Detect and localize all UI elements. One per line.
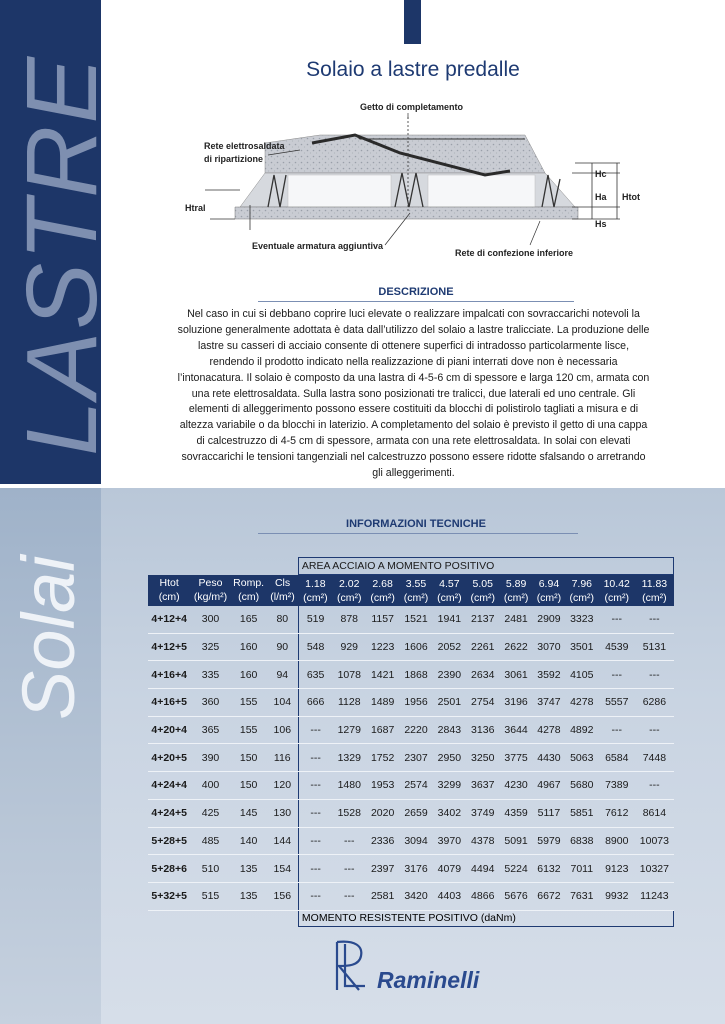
table-row — [148, 661, 674, 689]
table-cell: 635 — [298, 661, 332, 689]
table-cell: 3061 — [500, 661, 533, 689]
table-cell: 1687 — [366, 716, 399, 744]
column-header-unit: (cm²) — [470, 591, 495, 604]
column-header — [332, 575, 366, 607]
table-cell: 2909 — [533, 606, 566, 633]
column-header-name: 5.89 — [505, 577, 527, 590]
footer-spacer — [148, 910, 298, 926]
table-cell: 2020 — [366, 799, 399, 827]
table-cell: 2220 — [399, 716, 433, 744]
column-header — [190, 575, 230, 607]
label-rete-2: di ripartizione — [204, 154, 264, 164]
table-cell: --- — [298, 882, 332, 910]
column-header-unit: (cm) — [158, 591, 180, 604]
column-header-row — [148, 575, 674, 607]
table-cell: 4494 — [466, 855, 500, 883]
table-row — [148, 882, 674, 910]
table-cell: 5+28+6 — [148, 855, 190, 883]
table-cell: 3323 — [565, 606, 598, 633]
table-cell: --- — [332, 855, 366, 883]
table-cell: 3402 — [433, 799, 466, 827]
table-cell: --- — [598, 661, 635, 689]
table-cell: 2261 — [466, 633, 500, 661]
table-row — [148, 827, 674, 855]
table-cell: 390 — [190, 744, 230, 772]
table-cell: 6838 — [565, 827, 598, 855]
table-cell: 4+16+5 — [148, 689, 190, 717]
table-cell: 5091 — [500, 827, 533, 855]
table-cell: 8900 — [598, 827, 635, 855]
table-cell: 9123 — [598, 855, 635, 883]
column-header — [533, 575, 566, 607]
table-cell: 10327 — [635, 855, 673, 883]
column-header — [433, 575, 466, 607]
table-cell: 4230 — [500, 772, 533, 800]
table-cell: 120 — [267, 772, 299, 800]
table-cell: 1223 — [366, 633, 399, 661]
top-tab-marker — [404, 0, 421, 44]
informazioni-heading: INFORMAZIONI TECNICHE — [346, 518, 486, 530]
table-row — [148, 633, 674, 661]
table-cell: 4539 — [598, 633, 635, 661]
table-cell: 5676 — [500, 882, 533, 910]
table-cell: 145 — [231, 799, 267, 827]
table-cell: 154 — [267, 855, 299, 883]
column-header-unit: (cm²) — [337, 591, 362, 604]
informazioni-rule — [258, 533, 578, 534]
column-header-name: 5.05 — [472, 577, 493, 590]
table-cell: --- — [598, 716, 635, 744]
column-header-name: 4.57 — [439, 577, 460, 590]
table-cell: 90 — [267, 633, 299, 661]
table-cell: --- — [635, 661, 673, 689]
table-cell: 4105 — [565, 661, 598, 689]
table-cell: 3501 — [565, 633, 598, 661]
table-cell: 2634 — [466, 661, 500, 689]
table-cell: 5131 — [635, 633, 673, 661]
column-header — [267, 575, 299, 607]
label-getto: Getto di completamento — [360, 102, 464, 112]
table-cell: 3420 — [399, 882, 433, 910]
table-cell: 548 — [298, 633, 332, 661]
table-cell: 5+28+5 — [148, 827, 190, 855]
column-header-unit: (cm²) — [536, 591, 562, 604]
table-cell: 165 — [231, 606, 267, 633]
column-header-unit: (cm²) — [569, 591, 595, 604]
table-cell: 160 — [231, 661, 267, 689]
label-hs: Hs — [595, 219, 607, 229]
table-cell: 3176 — [399, 855, 433, 883]
label-ha: Ha — [595, 192, 607, 202]
table-cell: 5979 — [533, 827, 566, 855]
table-cell: 325 — [190, 633, 230, 661]
column-header — [366, 575, 399, 607]
table-cell: 4+20+5 — [148, 744, 190, 772]
table-cell: 1606 — [399, 633, 433, 661]
column-header — [399, 575, 433, 607]
table-cell: 106 — [267, 716, 299, 744]
table-cell: 155 — [231, 689, 267, 717]
table-cell: 80 — [267, 606, 299, 633]
table-cell: --- — [298, 827, 332, 855]
label-rete-inferiore: Rete di confezione inferiore — [455, 248, 574, 258]
column-header-name: Cls — [274, 577, 291, 590]
technical-table — [148, 557, 674, 927]
table-cell: 3644 — [500, 716, 533, 744]
table-row — [148, 799, 674, 827]
table-cell: 3970 — [433, 827, 466, 855]
table-cell: 10073 — [635, 827, 673, 855]
slab-cross-section-diagram — [180, 95, 650, 265]
table-cell: 7631 — [565, 882, 598, 910]
table-cell: 515 — [190, 882, 230, 910]
column-header-unit: (cm²) — [604, 591, 629, 604]
label-htral: Htral — [185, 203, 206, 213]
column-header-name: Peso — [198, 577, 223, 590]
table-cell: 1480 — [332, 772, 366, 800]
table-cell: 929 — [332, 633, 366, 661]
table-cell: 3299 — [433, 772, 466, 800]
table-cell: 3749 — [466, 799, 500, 827]
table-cell: 2501 — [433, 689, 466, 717]
table-cell: 2397 — [366, 855, 399, 883]
column-header-unit: (l/m²) — [270, 591, 295, 604]
table-cell: --- — [635, 772, 673, 800]
table-cell: 1953 — [366, 772, 399, 800]
table-footer: MOMENTO RESISTENTE POSITIVO (daNm) — [298, 910, 673, 926]
table-cell: 425 — [190, 799, 230, 827]
table-cell: 5063 — [565, 744, 598, 772]
table-cell: 7448 — [635, 744, 673, 772]
table-cell: 2052 — [433, 633, 466, 661]
table-cell: 2336 — [366, 827, 399, 855]
table-cell: 11243 — [635, 882, 673, 910]
table-cell: --- — [332, 827, 366, 855]
table-cell: 1279 — [332, 716, 366, 744]
table-row — [148, 744, 674, 772]
table-cell: 5680 — [565, 772, 598, 800]
table-cell: 5+32+5 — [148, 882, 190, 910]
column-header — [635, 575, 673, 607]
column-header-name: 1.18 — [305, 577, 326, 590]
table-cell: 666 — [298, 689, 332, 717]
column-header-unit: (cm²) — [303, 591, 328, 604]
table-cell: 1157 — [366, 606, 399, 633]
table-cell: 4892 — [565, 716, 598, 744]
table-cell: --- — [298, 744, 332, 772]
table-cell: 4079 — [433, 855, 466, 883]
table-cell: 2754 — [466, 689, 500, 717]
table-cell: --- — [332, 882, 366, 910]
table-cell: 3196 — [500, 689, 533, 717]
table-cell: 9932 — [598, 882, 635, 910]
brand-name: Raminelli — [377, 967, 480, 993]
table-row — [148, 772, 674, 800]
table-cell: 1956 — [399, 689, 433, 717]
table-cell: 300 — [190, 606, 230, 633]
column-header — [598, 575, 635, 607]
table-cell: --- — [298, 799, 332, 827]
column-header-name: Romp. — [233, 577, 265, 590]
table-cell: 5557 — [598, 689, 635, 717]
table-cell: 94 — [267, 661, 299, 689]
table-cell: 2950 — [433, 744, 466, 772]
table-cell: 7011 — [565, 855, 598, 883]
table-cell: 1421 — [366, 661, 399, 689]
table-cell: 4403 — [433, 882, 466, 910]
column-header-name: 7.96 — [571, 577, 592, 590]
table-cell: 485 — [190, 827, 230, 855]
table-cell: 2390 — [433, 661, 466, 689]
table-cell: --- — [598, 606, 635, 633]
monogram-svg — [325, 934, 377, 996]
column-header-unit: (cm²) — [503, 591, 529, 604]
table-cell: 2574 — [399, 772, 433, 800]
table-cell: 4967 — [533, 772, 566, 800]
table-cell: 878 — [332, 606, 366, 633]
column-header-name: 3.55 — [405, 577, 427, 590]
table-cell: 150 — [231, 744, 267, 772]
descrizione-heading: DESCRIZIONE — [378, 286, 454, 298]
table-cell: 4278 — [565, 689, 598, 717]
table-cell: 2137 — [466, 606, 500, 633]
column-header — [231, 575, 267, 607]
column-header — [148, 575, 190, 607]
table-cell: 3637 — [466, 772, 500, 800]
column-header-unit: (kg/m²) — [193, 591, 228, 604]
table-cell: 2581 — [366, 882, 399, 910]
column-header — [500, 575, 533, 607]
raminelli-monogram-logo — [325, 934, 377, 1001]
table-cell: 1329 — [332, 744, 366, 772]
table-cell: --- — [635, 716, 673, 744]
table-cell: 1868 — [399, 661, 433, 689]
table-cell: 6672 — [533, 882, 566, 910]
table-cell: --- — [635, 606, 673, 633]
table-cell: 140 — [231, 827, 267, 855]
column-header-unit: (cm) — [238, 591, 260, 604]
page-title: Solaio a lastre predalle — [306, 58, 520, 81]
table-cell: 3747 — [533, 689, 566, 717]
table-cell: 135 — [231, 855, 267, 883]
table-cell: 4378 — [466, 827, 500, 855]
table-cell: 1528 — [332, 799, 366, 827]
table-cell: 3136 — [466, 716, 500, 744]
table-row — [148, 606, 674, 633]
table-cell: 160 — [231, 633, 267, 661]
table-cell: 3094 — [399, 827, 433, 855]
table-cell: 3070 — [533, 633, 566, 661]
table-cell: 1941 — [433, 606, 466, 633]
table-cell: --- — [298, 716, 332, 744]
table-cell: 150 — [231, 772, 267, 800]
column-header-name: 2.02 — [339, 577, 360, 590]
table-cell: 1521 — [399, 606, 433, 633]
table-cell: 6286 — [635, 689, 673, 717]
table-cell: 4+20+4 — [148, 716, 190, 744]
label-htot: Htot — [622, 192, 640, 202]
label-rete-1: Rete elettrosaldata — [204, 141, 285, 151]
table-cell: 2307 — [399, 744, 433, 772]
column-header-unit: (cm²) — [642, 591, 667, 604]
table-cell: 4+12+5 — [148, 633, 190, 661]
table-cell: 1489 — [366, 689, 399, 717]
table-cell: 3775 — [500, 744, 533, 772]
area-header-spacer — [148, 558, 298, 575]
column-header — [466, 575, 500, 607]
table-cell: 3592 — [533, 661, 566, 689]
table-cell: 116 — [267, 744, 299, 772]
column-header-name: 10.42 — [603, 577, 630, 590]
slab-diagram-svg — [180, 95, 650, 265]
table-cell: --- — [298, 855, 332, 883]
table-cell: 135 — [231, 882, 267, 910]
column-header-name: 11.83 — [641, 577, 668, 590]
descrizione-rule — [258, 301, 574, 302]
table-cell: 4+12+4 — [148, 606, 190, 633]
sidebar-word-lastre: LASTRE — [6, 54, 118, 456]
table-cell: 4430 — [533, 744, 566, 772]
table-cell: 6132 — [533, 855, 566, 883]
table-cell: 5851 — [565, 799, 598, 827]
table-cell: 2622 — [500, 633, 533, 661]
table-cell: 360 — [190, 689, 230, 717]
table-cell: 5224 — [500, 855, 533, 883]
sidebar-word-solai: Solai — [7, 555, 90, 720]
table-cell: 144 — [267, 827, 299, 855]
column-header-unit: (cm²) — [403, 591, 429, 604]
label-armatura: Eventuale armatura aggiuntiva — [252, 241, 384, 251]
table-cell: 104 — [267, 689, 299, 717]
table-cell: 1752 — [366, 744, 399, 772]
table-row — [148, 716, 674, 744]
table-cell: 8614 — [635, 799, 673, 827]
column-header — [298, 575, 332, 607]
table-cell: 4+24+4 — [148, 772, 190, 800]
table-cell: 2659 — [399, 799, 433, 827]
column-header — [565, 575, 598, 607]
table-cell: 130 — [267, 799, 299, 827]
column-header-name: 6.94 — [538, 577, 560, 590]
table-cell: 400 — [190, 772, 230, 800]
column-header-unit: (cm²) — [370, 591, 395, 604]
label-hc: Hc — [595, 169, 607, 179]
table-cell: 365 — [190, 716, 230, 744]
column-header-name: Htot — [159, 577, 179, 590]
column-header-unit: (cm²) — [437, 591, 462, 604]
table-cell: 1128 — [332, 689, 366, 717]
table-row — [148, 689, 674, 717]
table-cell: 2481 — [500, 606, 533, 633]
table-cell: 1078 — [332, 661, 366, 689]
table-cell: 4+24+5 — [148, 799, 190, 827]
descrizione-text: Nel caso in cui si debbano coprire luci elevate o realizzare impalcati con sovraccarichi notevoli la soluzione generalmente adottata è data dall’utilizzo del solaio a lastre tralicciate. La produzione delle lastre su casseri di acciaio consente di ottenere superfici di intradosso particolarmente lisce, rendendo il prodotto indicato nella realizzazione di piani interrati dove non è necessaria l’intonacatura. Il solaio è composto da una lastra di 4-5-6 cm di spessore e larga 120 cm, armata con una rete elettrosaldata. Sulla lastra sono posizionati tre tralicci, due laterali ed uno centrale. Gli elementi di alleggerimento possono essere costituiti da blocchi di polistirolo tagliati a misura e di altezza variabile o da blocchi in laterizio. A completamento del solaio è previsto il getto di una cappa di calcestruzzo di 4-5 cm di spessore, armata con una rete elettrosaldata. In solai con elevati sovraccarichi le tensioni tangenziali nel calcestruzzo possono essere ridotte sfalsando o arretrando gli alleggerimenti. — [177, 308, 650, 480]
table-cell: 6584 — [598, 744, 635, 772]
column-header-name: 2.68 — [372, 577, 393, 590]
table-cell: 519 — [298, 606, 332, 633]
table-cell: --- — [298, 772, 332, 800]
table-cell: 7389 — [598, 772, 635, 800]
table-cell: 5117 — [533, 799, 566, 827]
table-cell: 156 — [267, 882, 299, 910]
table-row — [148, 855, 674, 883]
table-cell: 4866 — [466, 882, 500, 910]
table-cell: 4359 — [500, 799, 533, 827]
area-header: AREA ACCIAIO A MOMENTO POSITIVO — [298, 558, 673, 575]
table-cell: 2843 — [433, 716, 466, 744]
table-cell: 335 — [190, 661, 230, 689]
table-cell: 4278 — [533, 716, 566, 744]
table-cell: 155 — [231, 716, 267, 744]
table-body — [148, 606, 674, 910]
table-cell: 3250 — [466, 744, 500, 772]
table-cell: 4+16+4 — [148, 661, 190, 689]
table-cell: 510 — [190, 855, 230, 883]
table-cell: 7612 — [598, 799, 635, 827]
